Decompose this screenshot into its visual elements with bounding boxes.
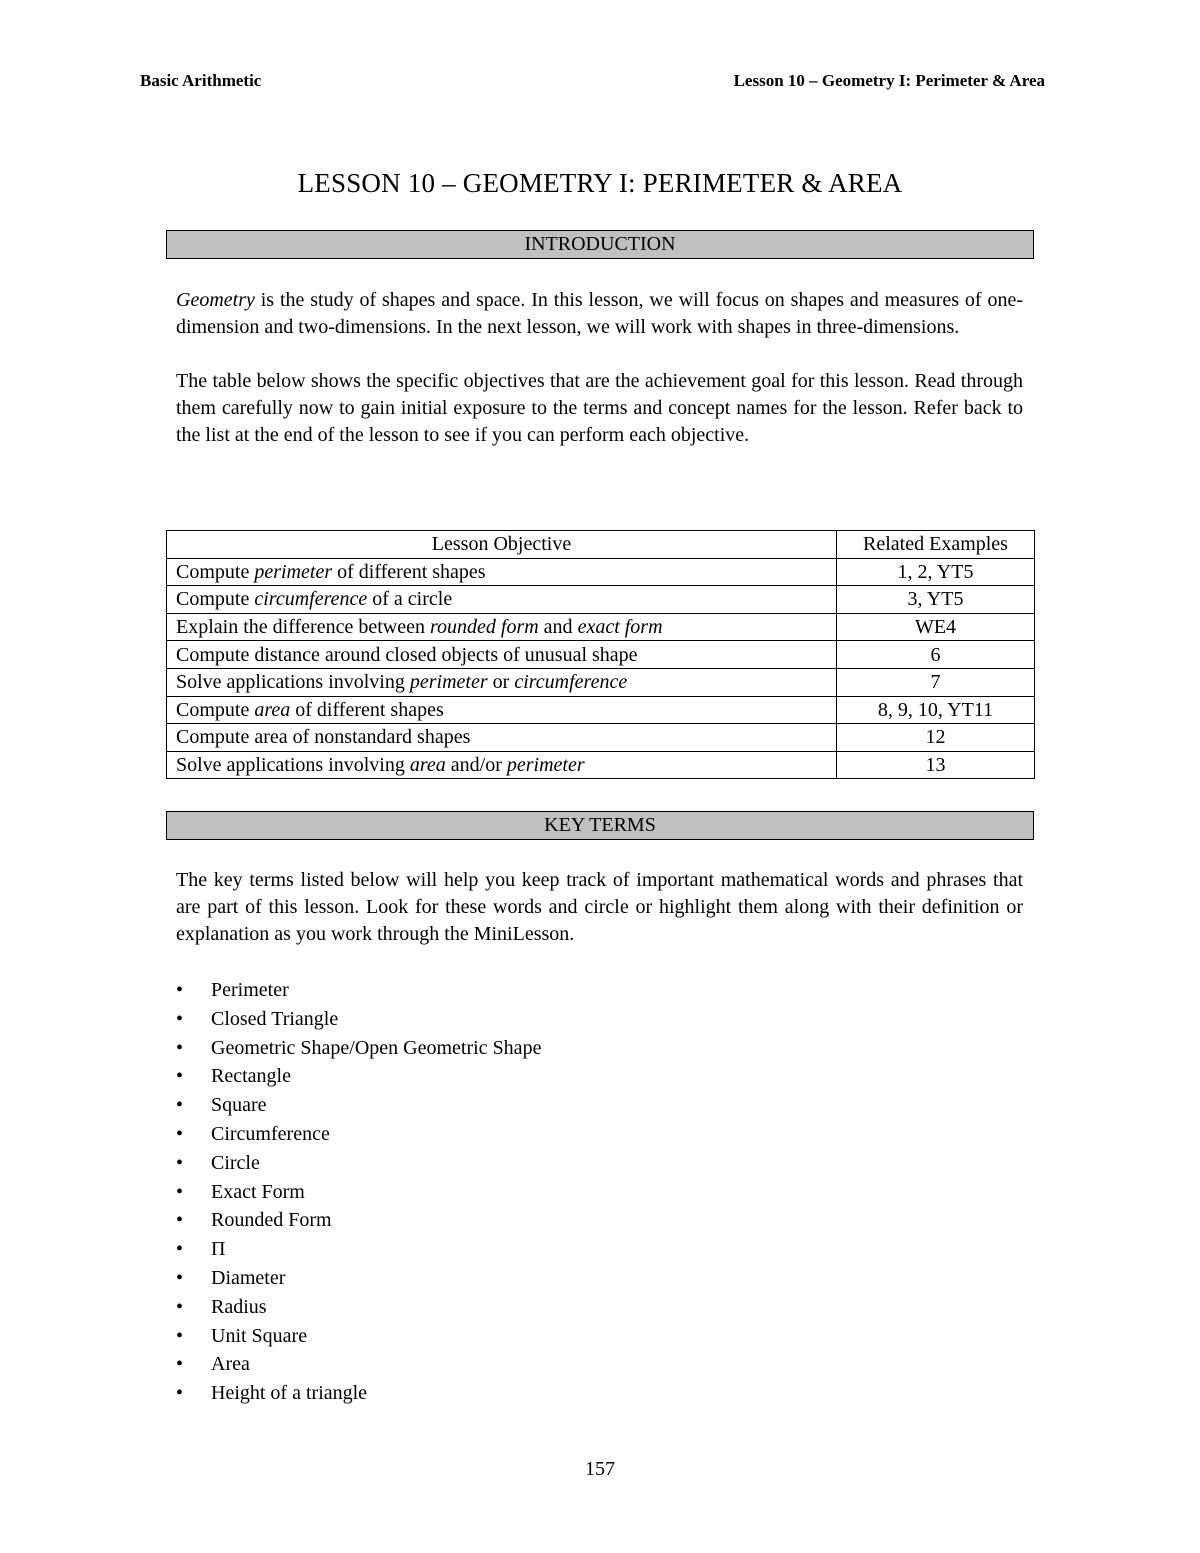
key-term-item (176, 1264, 541, 1293)
key-term-item (176, 1379, 541, 1408)
related-examples-cell: 1, 2, YT5 (837, 558, 1035, 586)
key-term-item (176, 1120, 541, 1149)
introduction-text (176, 287, 1023, 449)
bullet-icon: • (176, 1036, 184, 1059)
related-examples-cell: 12 (837, 724, 1035, 752)
objectives-table (166, 530, 1035, 779)
related-examples-cell: 8, 9, 10, YT11 (837, 696, 1035, 724)
objectives-header-row (167, 531, 1035, 559)
bullet-icon: • (176, 1151, 184, 1174)
related-examples-cell: 3, YT5 (837, 586, 1035, 614)
related-examples-cell: WE4 (837, 613, 1035, 641)
objective-cell (167, 641, 837, 669)
objective-emphasis: perimeter (506, 754, 585, 777)
geometry-term: Geometry (176, 289, 255, 311)
bullet-icon: • (176, 979, 184, 1001)
objective-row (167, 751, 1035, 779)
bullet-icon: • (176, 1324, 184, 1347)
key-term-label: Perimeter (211, 979, 289, 1001)
objective-text: of a circle (367, 588, 453, 611)
objective-text: and (538, 616, 578, 639)
bullet-icon: • (176, 1122, 184, 1145)
key-term-label: Area (211, 1353, 250, 1376)
bullet-icon: • (176, 1266, 184, 1289)
objective-row (167, 586, 1035, 614)
key-terms-list (176, 976, 541, 1408)
objective-emphasis: exact form (577, 616, 663, 639)
objective-emphasis: circumference (254, 588, 368, 611)
objective-text: Explain the difference between (176, 616, 430, 639)
objective-cell (167, 751, 837, 779)
key-term-item (176, 1178, 541, 1207)
examples-column-header: Related Examples (837, 531, 1035, 559)
objective-row (167, 613, 1035, 641)
bullet-icon: • (176, 1065, 184, 1088)
key-term-item (176, 1005, 541, 1034)
objective-text: Solve applications involving (176, 671, 410, 694)
key-term-item (176, 1206, 541, 1235)
bullet-icon: • (176, 1353, 184, 1376)
introduction-paragraph-1 (176, 287, 1023, 341)
objective-row (167, 558, 1035, 586)
key-term-item (176, 1149, 541, 1178)
objective-row (167, 668, 1035, 696)
objective-text: Compute (176, 698, 255, 721)
key-terms-heading: KEY TERMS (166, 811, 1034, 840)
bullet-icon: • (176, 1382, 184, 1405)
running-header-right: Lesson 10 – Geometry I: Perimeter & Area (733, 71, 1045, 90)
objective-text: of different shapes (290, 698, 444, 721)
key-term-item (176, 1091, 541, 1120)
objective-emphasis: perimeter (254, 560, 333, 583)
objective-emphasis: area (254, 698, 291, 721)
key-terms-intro: The key terms listed below will help you keep track of important mathematical words and phrases that are part of this lesson. Look for these words and circle or highlight them along with their definition or explanation as you work through the MiniLesson. (176, 869, 1023, 945)
objective-row (167, 641, 1035, 669)
bullet-icon: • (176, 1209, 184, 1232)
objective-text: Compute distance around closed objects of unusual shape (176, 643, 638, 666)
introduction-paragraph-1-text: is the study of shapes and space. In this lesson, we will focus on shapes and measures of one-dimension and two-dimensions. In the next lesson, we will work with shapes in three-dimensions. (176, 289, 1023, 338)
bullet-icon: • (176, 1180, 184, 1203)
bullet-icon: • (176, 1007, 184, 1030)
objective-text: or (487, 671, 515, 694)
objective-cell (167, 724, 837, 752)
key-term-label: Rectangle (211, 1065, 291, 1088)
running-header-left: Basic Arithmetic (140, 71, 262, 90)
key-term-label: Π (211, 1238, 226, 1261)
objectives-body (167, 558, 1035, 779)
objective-text: of different shapes (332, 560, 486, 583)
key-term-item (176, 1235, 541, 1264)
key-term-label: Square (211, 1094, 267, 1117)
key-term-label: Circumference (211, 1122, 330, 1145)
related-examples-cell: 7 (837, 668, 1035, 696)
objective-cell (167, 668, 837, 696)
key-term-label: Radius (211, 1295, 267, 1318)
objective-text: Compute (176, 588, 255, 611)
key-term-label: Geometric Shape/Open Geometric Shape (211, 1036, 542, 1059)
introduction-heading: INTRODUCTION (166, 230, 1034, 259)
objective-text: Compute (176, 560, 255, 583)
key-term-label: Circle (211, 1151, 260, 1174)
key-term-item (176, 1062, 541, 1091)
introduction-paragraph-2: The table below shows the specific objectives that are the achievement goal for this lesson. Read through them carefully now to gain initial exposure to the terms and concept names for the lesson. Refer back to the list at the end of the lesson to see if you can perform each objective. (176, 370, 1023, 446)
bullet-icon: • (176, 1094, 184, 1117)
objective-row (167, 696, 1035, 724)
key-term-label: Height of a triangle (211, 1382, 368, 1405)
objective-text: Solve applications involving (176, 754, 410, 777)
bullet-icon: • (176, 1238, 184, 1261)
objective-column-header: Lesson Objective (167, 531, 837, 559)
objective-text: and/or (445, 754, 507, 777)
key-term-label: Exact Form (211, 1180, 305, 1203)
key-term-label: Diameter (211, 1266, 286, 1289)
objective-emphasis: perimeter (409, 671, 488, 694)
objective-emphasis: rounded form (429, 616, 539, 639)
objective-cell (167, 586, 837, 614)
bullet-icon: • (176, 1295, 184, 1318)
key-term-label: Rounded Form (211, 1209, 332, 1232)
objective-cell (167, 558, 837, 586)
related-examples-cell: 13 (837, 751, 1035, 779)
objective-emphasis: area (409, 754, 446, 777)
key-term-label: Unit Square (211, 1324, 308, 1347)
key-term-item (176, 1034, 541, 1063)
page-number: 157 (585, 1458, 615, 1480)
objective-row (167, 724, 1035, 752)
objective-emphasis: circumference (514, 671, 628, 694)
related-examples-cell: 6 (837, 641, 1035, 669)
key-term-item (176, 1322, 541, 1351)
objective-cell (167, 613, 837, 641)
objective-text: Compute area of nonstandard shapes (176, 726, 471, 749)
key-term-item (176, 1293, 541, 1322)
key-term-item (176, 1350, 541, 1379)
lesson-title: LESSON 10 – GEOMETRY I: PERIMETER & AREA (297, 168, 903, 198)
objective-cell (167, 696, 837, 724)
key-term-label: Closed Triangle (211, 1007, 339, 1030)
key-term-item (176, 976, 541, 1005)
